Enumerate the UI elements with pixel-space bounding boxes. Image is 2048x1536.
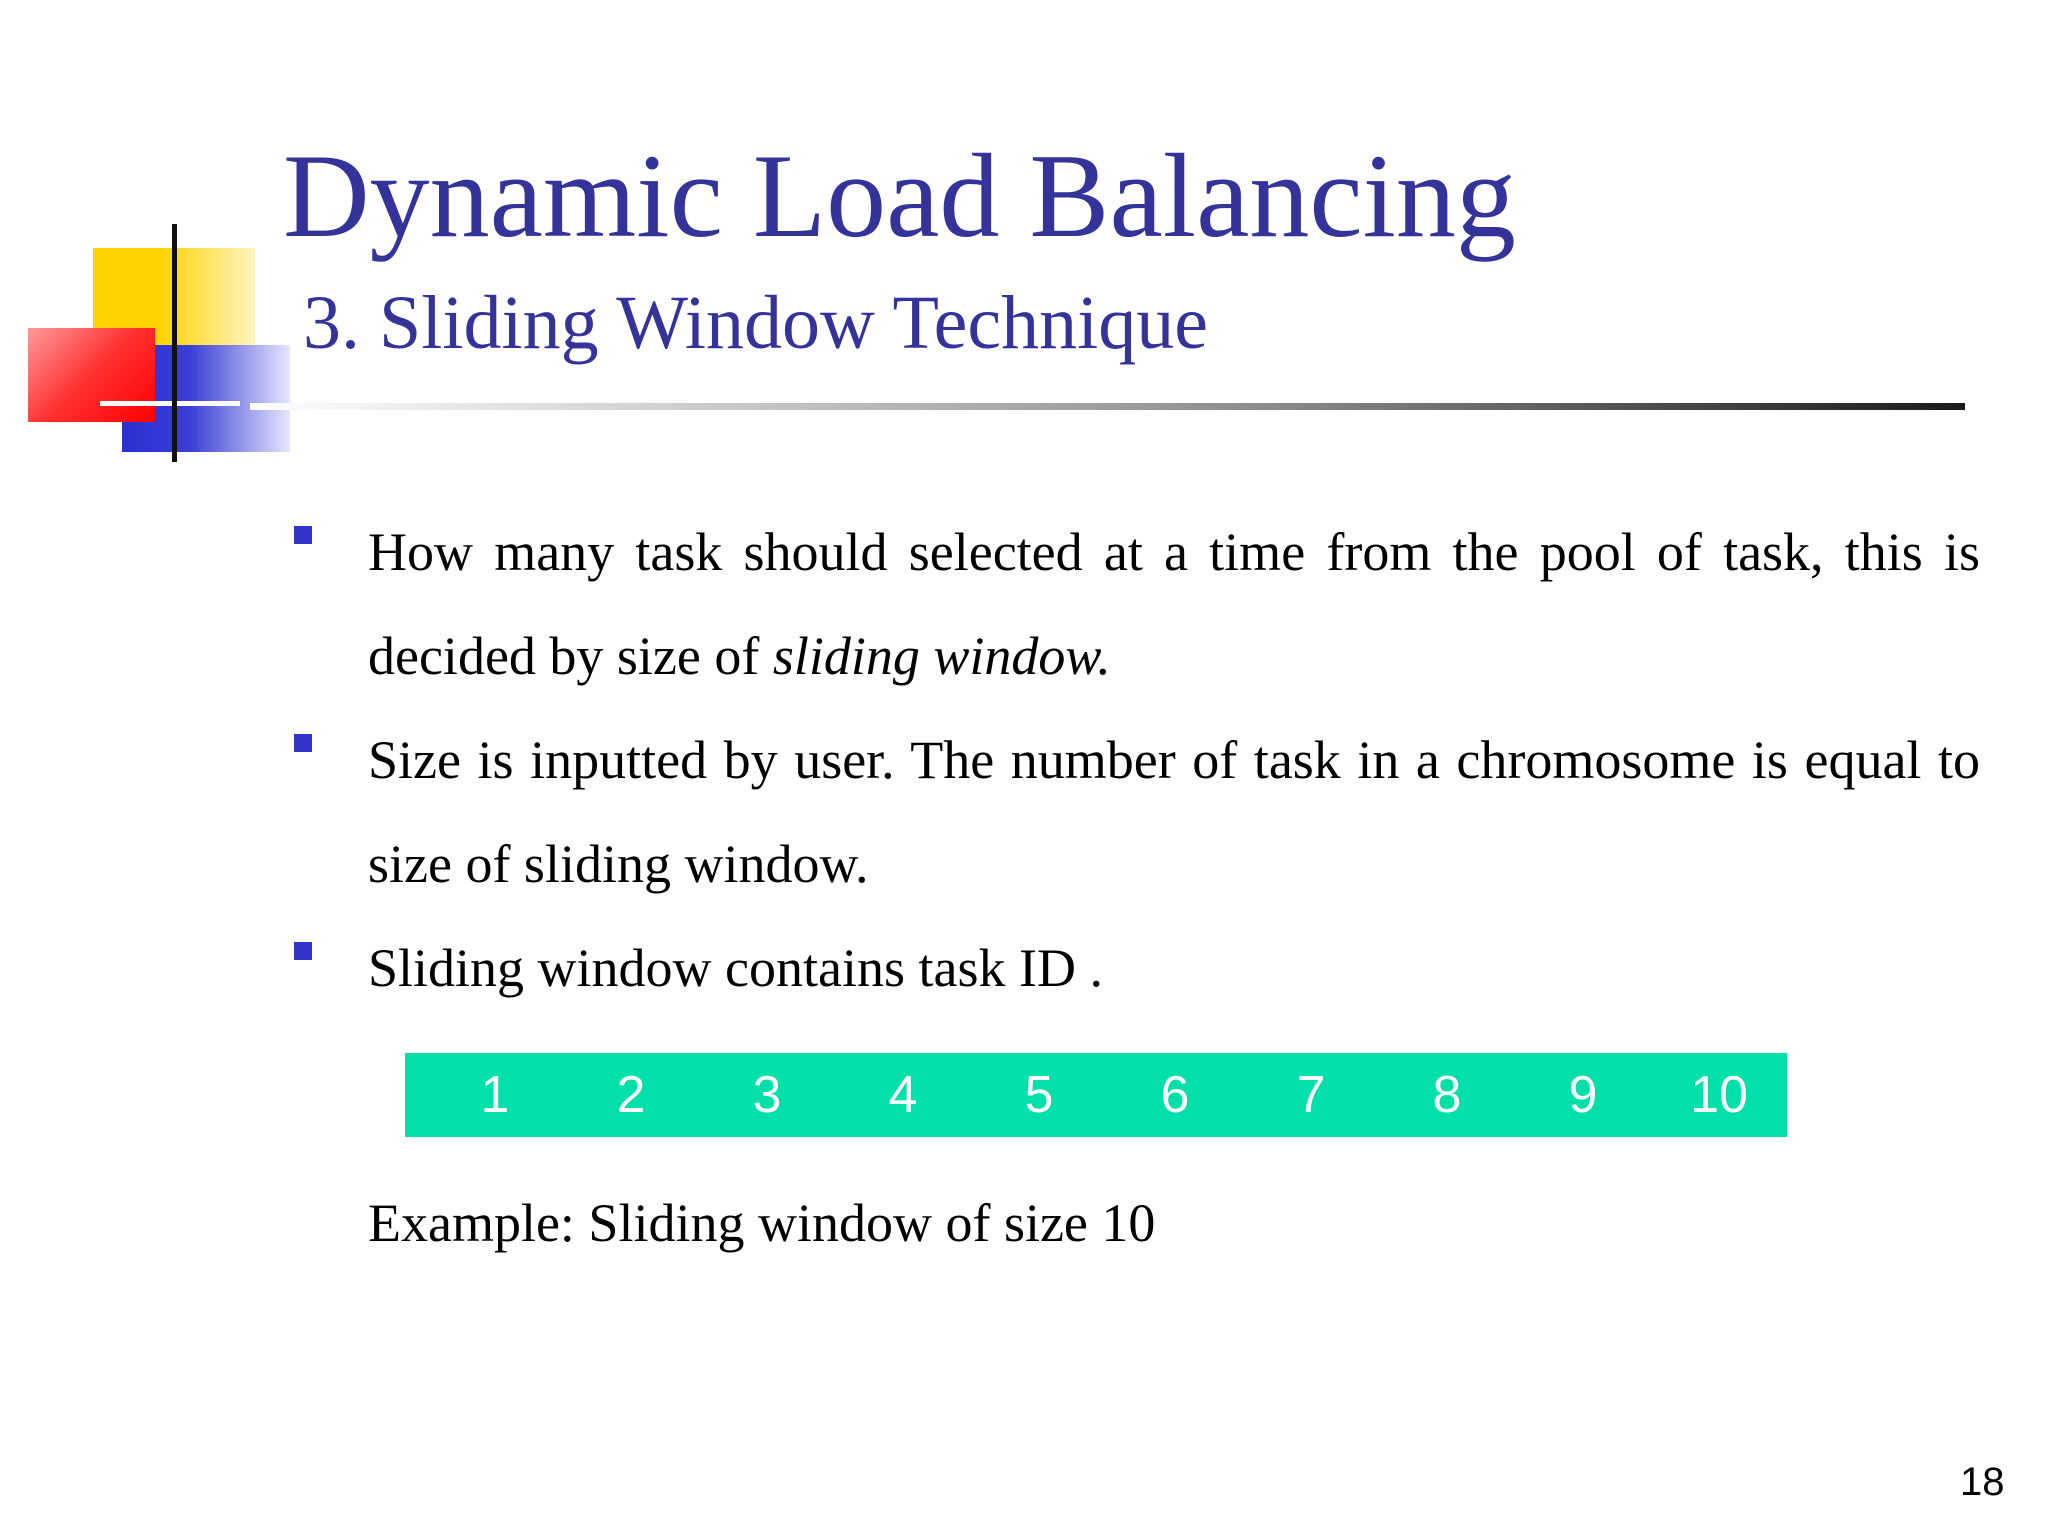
example-caption: Example: Sliding window of size 10 (368, 1193, 1156, 1253)
red-block (28, 328, 155, 422)
bullet-item (290, 500, 1980, 708)
vertical-line (172, 224, 177, 462)
bullet-emphasis: sliding window. (772, 626, 1111, 686)
task-id-cell: 7 (1296, 1066, 1326, 1124)
task-id-cell: 8 (1432, 1066, 1462, 1124)
title-underline (250, 403, 1965, 410)
task-id-cell: 1 (480, 1066, 510, 1124)
square-bullet-icon (294, 942, 312, 960)
square-bullet-icon (294, 526, 312, 544)
bullet-item (290, 708, 1980, 916)
page-number: 18 (1960, 1460, 2005, 1504)
task-id-cell: 3 (752, 1066, 782, 1124)
slide-subtitle: 3. Sliding Window Technique (303, 281, 1208, 365)
task-id-cell: 9 (1568, 1066, 1598, 1124)
task-id-cell: 2 (616, 1066, 646, 1124)
bullet-list (290, 500, 1980, 1020)
bullet-text: How many task should selected at a time from the pool of task, this is decided by size of (368, 522, 1980, 686)
bullet-item (290, 916, 1980, 1020)
task-id-cell: 6 (1160, 1066, 1190, 1124)
task-id-cell: 4 (888, 1066, 918, 1124)
slide-title: Dynamic Load Balancing (283, 129, 1516, 262)
bullet-text: Size is inputted by user. The number of task in a chromosome is equal to size of sliding window. (368, 730, 1980, 894)
square-bullet-icon (294, 734, 312, 752)
sliding-window-strip (405, 1053, 1787, 1137)
white-line (100, 401, 240, 406)
bullet-text: Sliding window contains task ID . (368, 938, 1103, 998)
task-id-cell: 5 (1024, 1066, 1054, 1124)
task-id-cell: 10 (1690, 1066, 1748, 1124)
